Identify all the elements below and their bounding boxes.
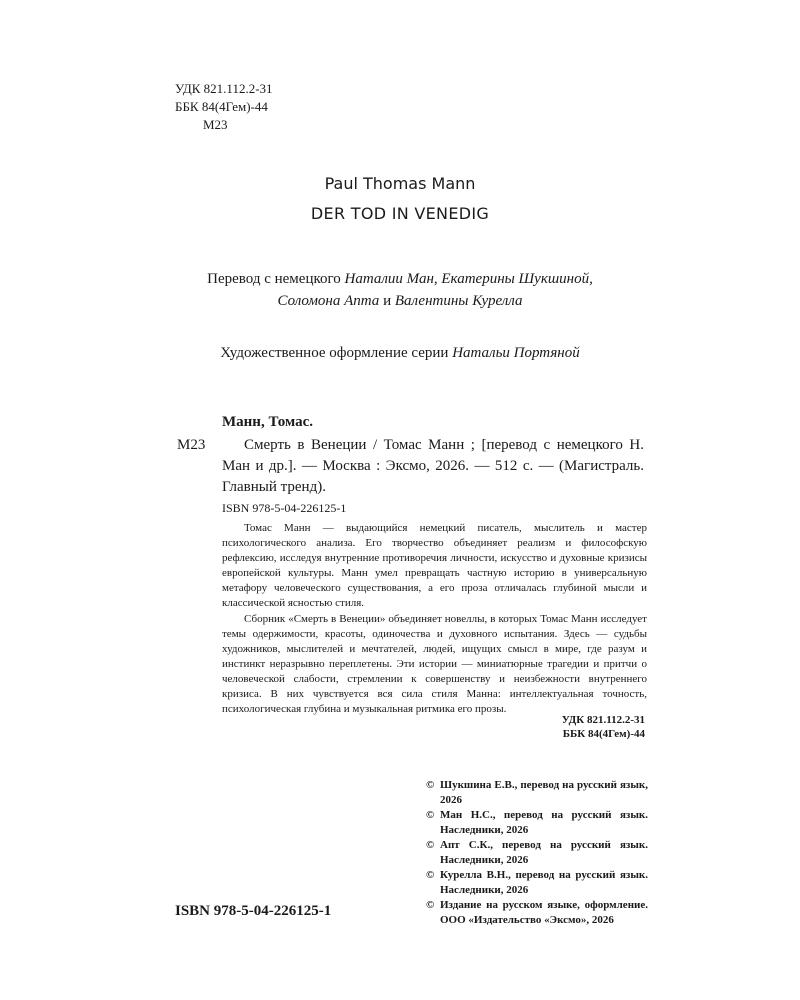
copyright-icon: © [426,779,435,791]
catalog-isbn: ISBN 978-5-04-226125-1 [222,501,347,515]
translator-apt: Соломона Апта [277,293,380,309]
annotation-paragraph-1: Томас Манн — выдающийся немецкий писатель, мыслитель и мастер психологического анализа. Его творчество объединяет реализм и философскую рефлексию, исследуя внутренние противоречия личности, искусство и духовные кризисы европейской культуры. Манн умел превращать частную историю в универсальную метафору человеческого существования, а его проза отличалась глубиной мысли и классической ясностью стиля. [222,522,647,609]
copyright-icon: © [426,839,435,851]
copyright-item: © Ман Н.С., перевод на русский язык. Наследники, 2026 [426,809,648,836]
annotation-paragraph-2: Сборник «Смерть в Венеции» объединяет новеллы, в которых Томас Манн исследует темы одержимости, красоты, одиночества и духовного испытания. Здесь — судьбы художников, мыслителей и мечтателей, людей, ищущих смысл в мире, где разум и инстинкт неразрывно переплетены. Эти истории — миниатюрные трагедии и притчи о человеческой слабости, стремлении к совершенству и неизбежности внутреннего кризиса. В них чувствуется вся сила стиля Манна: интеллектуальная точность, психологическая глубина и музыкальная ритмика его прозы. [222,613,647,715]
catalog-description-text: Смерть в Венеции / Томас Манн ; [перевод с немецкого Н. Ман и др.]. — Москва : Эксмо, 2026. — 512 с. — (Магистраль. Главный тренд). [222,437,644,495]
translation-prefix: Перевод с немецкого [207,271,345,287]
author-mark: М23 [203,117,228,132]
original-title: DER TOD IN VENEDIG [310,204,490,223]
catalog-code: М23 [177,437,206,453]
copyright-item: © Апт С.К., перевод на русский язык. Наследники, 2026 [426,839,648,866]
copyright-item: © Курелла В.Н., перевод на русский язык. Наследники, 2026 [426,869,648,896]
translator-kurella: Валентины Курелла [394,293,523,309]
isbn-main: ISBN 978-5-04-226125-1 [175,903,332,919]
design-prefix: Художественное оформление серии [220,345,453,361]
catalog-description [222,435,644,498]
original-author: Paul Thomas Mann [324,174,476,193]
bbk-code: ББК 84(4Гем)-44 [175,99,268,114]
designer-name: Натальи Портяной [452,345,580,361]
copyright-list [426,778,648,928]
design-credit [0,342,800,364]
catalog-heading: Манн, Томас. [222,414,314,430]
bbk-footer: ББК 84(4Гем)-44 [562,728,645,740]
translation-conj: и [379,293,395,309]
copyright-icon: © [426,809,435,821]
copyright-icon: © [426,869,435,881]
classification-block [175,80,273,134]
udk-code: УДК 821.112.2-31 [175,81,273,96]
copyright-icon: © [426,899,435,911]
copyright-item: © Издание на русском языке, оформление. ООО «Издательство «Эксмо», 2026 [426,899,648,926]
udk-footer: УДК 821.112.2-31 [561,714,645,726]
copyright-item: © Шукшина Е.В., перевод на русский язык, 2026 [426,779,648,806]
translation-credit [0,268,800,312]
translators-line1: Наталии Ман, Екатерины Шукшиной, [344,271,593,287]
